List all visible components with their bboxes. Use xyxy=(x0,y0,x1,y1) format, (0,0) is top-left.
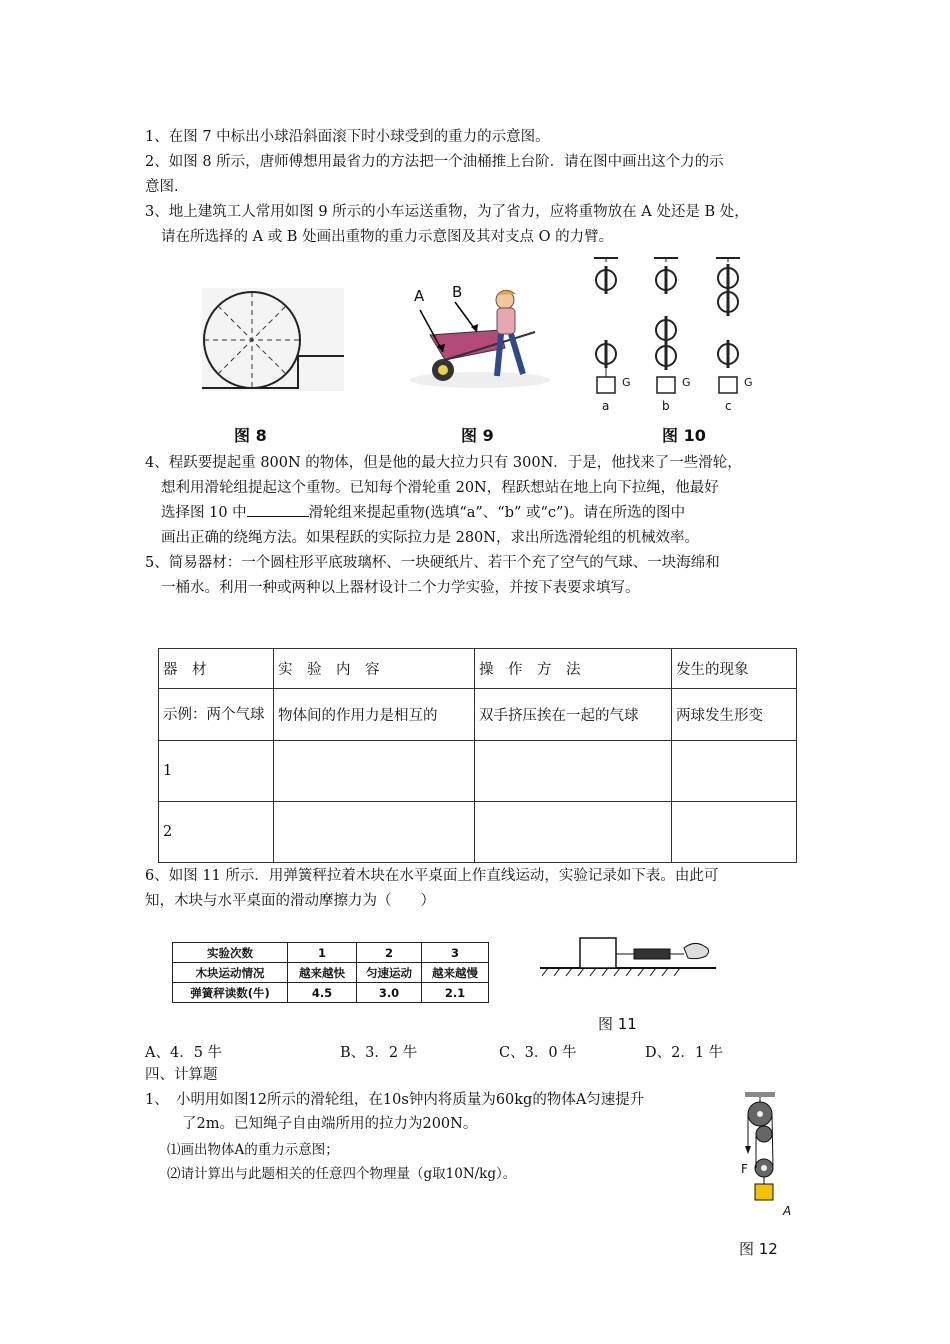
question-3-line2: 请在所选择的 A 或 B 处画出重物的重力示意图及其对支点 O 的力臂。 xyxy=(161,229,614,245)
experiment-table xyxy=(158,648,797,863)
figure-10-g-b: G xyxy=(682,376,691,389)
fric-r1-3: 越来越慢 xyxy=(422,963,489,983)
question-4-line1: 4、程跃要提起重 800N 的物体，但是他的最大拉力只有 300N．于是，他找来了一些滑轮， xyxy=(145,455,742,471)
option-a[interactable]: A、4．5 牛 xyxy=(145,1045,223,1061)
exp-example-phenomenon: 两球发生形变 xyxy=(672,689,797,741)
figure-11-spring-scale xyxy=(538,930,718,980)
exp-row-2-cell[interactable] xyxy=(274,802,475,863)
question-4-line3 xyxy=(161,502,685,524)
figure-9-label-b: B xyxy=(452,283,463,301)
fric-r1-2: 匀速运动 xyxy=(357,963,422,983)
fric-r2-1: 4.5 xyxy=(288,983,357,1003)
figure-8-drum xyxy=(198,286,348,396)
figure-12-label-f: F xyxy=(741,1162,748,1176)
exp-row-2-cell[interactable] xyxy=(672,802,797,863)
fric-r2-0: 弹簧秤读数(牛) xyxy=(173,983,288,1003)
question-1: 1、在图 7 中标出小球沿斜面滚下时小球受到的重力的示意图。 xyxy=(145,129,550,145)
question-2-line2: 意图. xyxy=(145,179,179,195)
figure-10-pulleys xyxy=(588,252,763,402)
question-6-line1: 6、如图 11 所示．用弹簧秤拉着木块在水平桌面上作直线运动，实验记录如下表。由此可 xyxy=(145,868,719,884)
exp-example-material: 示例：两个气球 xyxy=(159,689,274,741)
question-2-line1: 2、如图 8 所示，唐师傅想用最省力的方法把一个油桶推上台阶．请在图中画出这个力的示 xyxy=(145,154,724,170)
exp-row-1-cell[interactable] xyxy=(672,741,797,802)
figure-12-pulley xyxy=(740,1090,780,1205)
figure-12-label-a: A xyxy=(783,1204,792,1218)
exp-row-1-label: 1 xyxy=(159,741,274,802)
fric-r1-1: 越来越快 xyxy=(288,963,357,983)
fric-r1-0: 木块运动情况 xyxy=(173,963,288,983)
question-4-line4: 画出正确的绕绳方法。如果程跃的实际拉力是 280N，求出所选滑轮组的机械效率。 xyxy=(161,530,699,546)
answer-blank[interactable] xyxy=(247,502,309,517)
question-5-line1: 5、简易器材：一个圆柱形平底玻璃杯、一块硬纸片、若干个充了空气的气球、一块海绵和 xyxy=(145,555,720,571)
option-b[interactable]: B、3．2 牛 xyxy=(340,1045,418,1061)
figure-10-label-c: c xyxy=(725,399,732,413)
exp-example-method: 双手挤压挨在一起的气球 xyxy=(475,689,672,741)
figure-10-label-a: a xyxy=(602,399,610,413)
friction-table xyxy=(172,942,489,1003)
exp-row-1-cell[interactable] xyxy=(274,741,475,802)
exp-row-2-cell[interactable] xyxy=(475,802,672,863)
option-d[interactable]: D、2．1 牛 xyxy=(645,1045,724,1061)
question-4-line2: 想利用滑轮组提起这个重物。已知每个滑轮重 20N，程跃想站在地上向下拉绳，他最好 xyxy=(161,480,719,496)
question-4-line3-post: 滑轮组来提起重物(选填“a”、“b” 或“c”)。请在所选的图中 xyxy=(308,505,686,521)
exp-example-content: 物体间的作用力是相互的 xyxy=(274,689,475,741)
figure-10-label-b: b xyxy=(662,399,670,413)
question-6-line2: 知，木块与水平桌面的滑动摩擦力为（ ） xyxy=(145,893,435,909)
exp-row-1-cell[interactable] xyxy=(475,741,672,802)
calc-1-line4: ⑵请计算出与此题相关的任意四个物理量（g取10N/kg）。 xyxy=(167,1166,517,1182)
figure-9-label-a: A xyxy=(414,287,425,305)
fric-h1: 1 xyxy=(288,943,357,963)
question-3-line1: 3、地上建筑工人常用如图 9 所示的小车运送重物，为了省力，应将重物放在 A 处还是 B 处， xyxy=(145,204,749,220)
question-5-line2: 一桶水。利用一种或两种以上器材设计二个力学实验，并按下表要求填写。 xyxy=(161,580,640,596)
exp-row-2-label: 2 xyxy=(159,802,274,863)
question-4-line3-pre: 选择图 10 中 xyxy=(161,505,247,521)
fric-r2-2: 3.0 xyxy=(357,983,422,1003)
fric-r2-3: 2.1 xyxy=(422,983,489,1003)
figure-12-caption: 图 12 xyxy=(739,1240,778,1258)
calc-1-line2: 了2m。已知绳子自由端所用的拉力为200N。 xyxy=(182,1116,478,1132)
exp-header-phenomenon: 发生的现象 xyxy=(672,649,797,689)
section-4-title: 四、计算题 xyxy=(145,1067,218,1083)
figure-10-caption: 图 10 xyxy=(662,426,706,445)
fric-h2: 2 xyxy=(357,943,422,963)
figure-8-caption: 图 8 xyxy=(234,426,267,445)
figure-10-g-a: G xyxy=(622,376,631,389)
figure-9-wheelbarrow xyxy=(405,280,555,390)
calc-1-line3: ⑴画出物体A的重力示意图； xyxy=(167,1142,339,1158)
exp-header-material: 器 材 xyxy=(159,649,274,689)
option-c[interactable]: C、3．0 牛 xyxy=(499,1045,577,1061)
figure-11-caption: 图 11 xyxy=(598,1015,637,1033)
exp-header-content: 实 验 内 容 xyxy=(274,649,475,689)
exp-header-method: 操 作 方 法 xyxy=(475,649,672,689)
fric-h0: 实验次数 xyxy=(173,943,288,963)
figure-9-caption: 图 9 xyxy=(461,426,494,445)
figure-10-g-c: G xyxy=(744,376,753,389)
calc-1-line1: 1、 小明用如图12所示的滑轮组，在10s钟内将质量为60kg的物体A匀速提升 xyxy=(145,1092,645,1108)
fric-h3: 3 xyxy=(422,943,489,963)
